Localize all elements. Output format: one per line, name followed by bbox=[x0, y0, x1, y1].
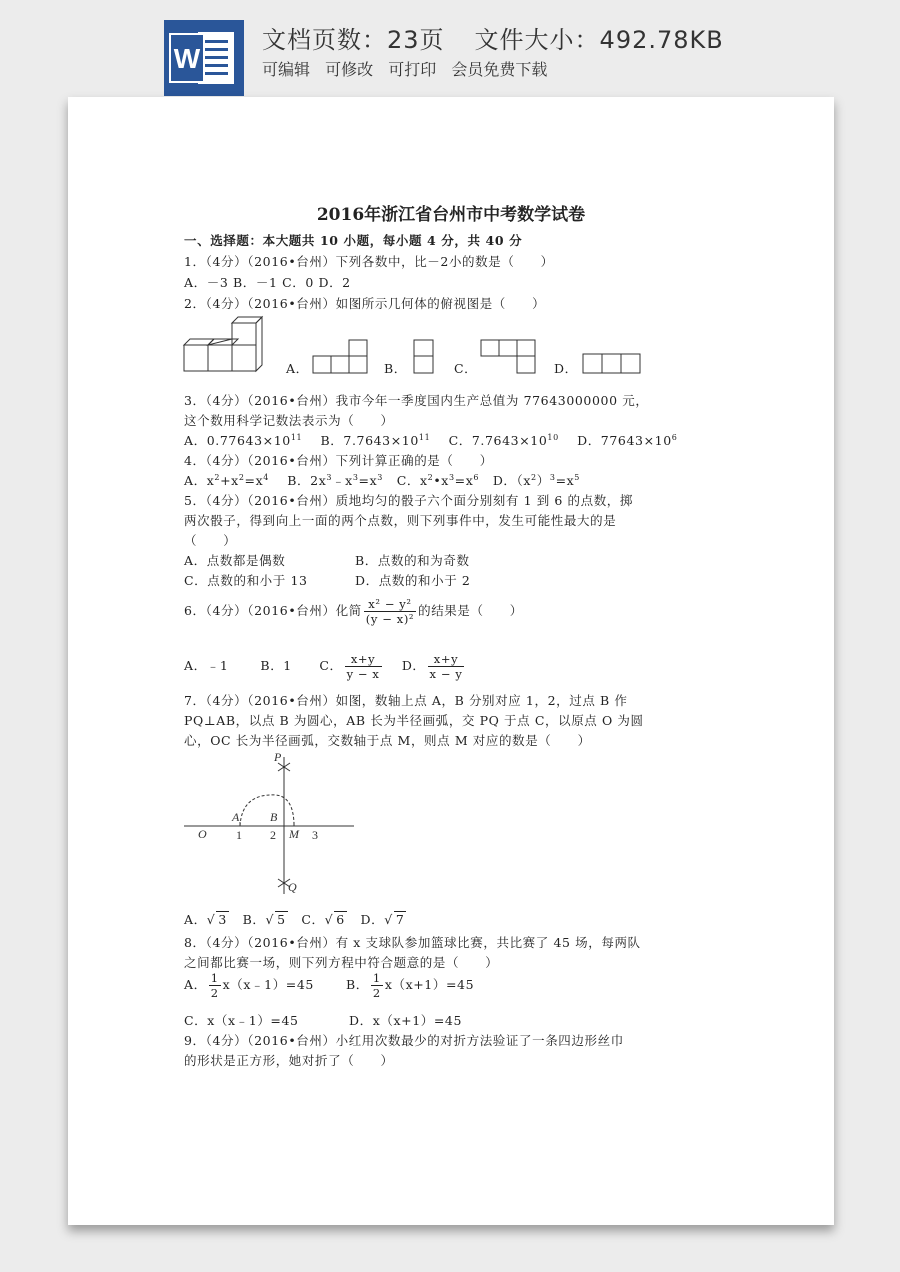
feature-modifiable: 可修改 bbox=[325, 60, 374, 79]
file-info-bar bbox=[0, 0, 900, 96]
question-1: 1．（4分）（2016•台州）下列各数中，比－2小的数是（ ） bbox=[184, 254, 554, 269]
number-line-figure bbox=[180, 749, 360, 904]
feature-printable: 可打印 bbox=[388, 60, 437, 79]
question-7-options: A．√ 3 B．√ 5 C．√ 6 D．√ 7 bbox=[184, 912, 405, 927]
document-page bbox=[68, 97, 834, 1225]
question-5-line1: 5．（4分）（2016•台州）质地均匀的骰子六个面分别刻有 1 到 6 的点数，掷 bbox=[184, 493, 633, 508]
tick-label-2: 2 bbox=[270, 828, 276, 842]
question-8-option-d: D．x（x+1）=45 bbox=[349, 1013, 463, 1028]
question-5-option-b: B．点数的和为奇数 bbox=[355, 553, 470, 568]
question-5-option-c: C．点数的和小于 13 bbox=[184, 573, 308, 588]
question-8-option-c: C．x（x﹣1）=45 bbox=[184, 1013, 299, 1028]
question-3-line2: 这个数用科学记数法表示为（ ） bbox=[184, 413, 394, 428]
tick-label-1: 1 bbox=[236, 828, 242, 842]
label-p: P bbox=[274, 750, 282, 764]
question-3-line1: 3．（4分）（2016•台州）我市今年一季度国内生产总值为 77643000000 元， bbox=[184, 393, 649, 408]
label-a: A bbox=[232, 810, 240, 824]
q2-label-d: D． bbox=[554, 361, 578, 376]
question-7-line1: 7．（4分）（2016•台州）如图，数轴上点 A，B 分别对应 1，2，过点 B 作 bbox=[184, 693, 628, 708]
label-q: Q bbox=[288, 880, 297, 894]
question-4-options: A．$x^2+x^2=x^4$ B．$2x^3﹣x^3=x^3$ C．$x^2•x^3=x^6$ D．$(x^2)^3=x^5$ bbox=[184, 472, 580, 488]
question-9-line1: 9．（4分）（2016•台州）小红用次数最少的对折方法验证了一条四边形丝巾 bbox=[184, 1033, 624, 1048]
option-c-view bbox=[480, 339, 540, 375]
file-size: 文件大小：492.78KB bbox=[474, 26, 724, 54]
question-6-options: A．﹣1 B．1 C． $\frac{x+y}{y - x}$ D． $\frac{x+y}{x - y}$ bbox=[184, 652, 463, 681]
label-b: B bbox=[270, 810, 278, 824]
option-a-view bbox=[312, 339, 370, 375]
q2-label-b: B． bbox=[384, 361, 407, 376]
label-o: O bbox=[198, 827, 207, 841]
question-7-line3: 心，OC 长为半径画弧，交数轴于点 M，则点 M 对应的数是（ ） bbox=[184, 733, 591, 748]
question-5-option-d: D．点数的和小于 2 bbox=[355, 573, 471, 588]
feature-editable: 可编辑 bbox=[262, 60, 311, 79]
question-2: 2．（4分）（2016•台州）如图所示几何体的俯视图是（ ） bbox=[184, 296, 546, 311]
option-b-view bbox=[412, 339, 436, 375]
question-8-line1: 8．（4分）（2016•台州）有 x 支球队参加篮球比赛，共比赛了 45 场，每两队 bbox=[184, 935, 641, 950]
file-meta-main bbox=[262, 20, 724, 55]
label-m: M bbox=[289, 827, 299, 841]
option-d-view bbox=[582, 353, 644, 375]
question-8-line2: 之间都比赛一场，则下列方程中符合题意的是（ ） bbox=[184, 955, 499, 970]
question-1-options: A．－3 B．－1 C．0 D．2 bbox=[184, 275, 351, 290]
q6-fraction: $\frac{\text{x² − y²}}{\text{(y − x)²}}$ bbox=[365, 597, 415, 626]
question-3-options: A．$0.77643\times 10^{11}$ B．$7.7643\times 10^{11}$ C．$7.7643\times 10^{10}$ D．$77643\times 10^6$ bbox=[184, 432, 678, 448]
question-6: 6．（4分）（2016•台州）化简 $\frac{\text{x² − y²}}{\text{(y − x)²}}$ 的结果是（ ） bbox=[184, 597, 523, 626]
question-4: 4．（4分）（2016•台州）下列计算正确的是（ ） bbox=[184, 453, 493, 468]
document-title: 2016年浙江省台州市中考数学试卷 bbox=[316, 205, 586, 225]
svg-text:W: W bbox=[173, 43, 201, 74]
file-features bbox=[262, 57, 557, 80]
question-9-line2: 的形状是正方形，她对折了（ ） bbox=[184, 1053, 394, 1068]
word-document-icon bbox=[164, 20, 244, 96]
page-count: 文档页数：23页 bbox=[262, 26, 445, 54]
q2-label-c: C． bbox=[454, 361, 478, 376]
tick-label-3: 3 bbox=[312, 828, 318, 842]
q2-label-a: A． bbox=[286, 361, 309, 376]
question-5-line2: 两次骰子，得到向上一面的两个点数，则下列事件中，发生可能性最大的是 bbox=[184, 513, 617, 528]
feature-member-download: 会员免费下载 bbox=[451, 60, 548, 79]
solid-figure bbox=[180, 315, 280, 377]
question-5-option-a: A．点数都是偶数 bbox=[184, 553, 286, 568]
section-heading: 一、选择题：本大题共 10 小题，每小题 4 分，共 40 分 bbox=[184, 233, 523, 248]
question-5-line3: （ ） bbox=[184, 533, 237, 548]
question-8-options-ab: A． $\frac{1}{2}$ x（x﹣1）=45 B． $\frac{1}{2}$ x（x+1）=45 bbox=[184, 971, 475, 1000]
question-7-line2: PQ⊥AB，以点 B 为圆心，AB 长为半径画弧，交 PQ 于点 C，以原点 O 为圆 bbox=[184, 713, 644, 728]
